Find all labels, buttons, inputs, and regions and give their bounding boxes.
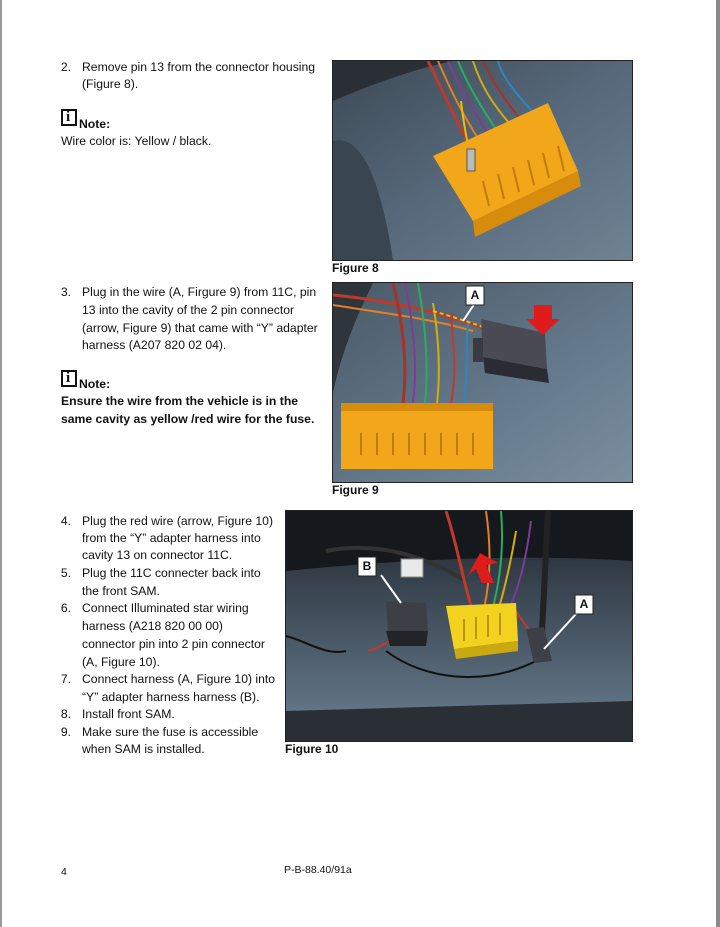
step-9-line-1: Make sure the fuse is accessible xyxy=(82,725,259,739)
step-6-line-1: Connect Illuminated star wiring xyxy=(82,601,249,615)
step-number: 3. xyxy=(60,285,71,299)
figure-9-photo xyxy=(332,282,633,483)
figure-8-photo xyxy=(332,60,633,261)
note-label: Note: xyxy=(79,377,111,391)
step-7-line-2: “Y” adapter harness harness (B). xyxy=(82,690,260,704)
step-9-line-2: when SAM is installed. xyxy=(82,742,205,756)
step-8-line-1: Install front SAM. xyxy=(82,707,175,721)
step-number: 4. xyxy=(60,514,71,528)
step-6-line-2: harness (A218 820 00 00) xyxy=(82,619,223,633)
step-number: 5. xyxy=(60,566,71,580)
note-label: Note: xyxy=(79,117,111,131)
step-3-line-3: (arrow, Figure 9) that came with “Y” adapter xyxy=(82,321,318,335)
callout-a-label: A xyxy=(470,288,480,302)
step-number: 8. xyxy=(60,707,71,721)
step-4-line-2: from the “Y” adapter harness into xyxy=(82,531,261,545)
document-id: P-B-88.40/91a xyxy=(284,864,352,876)
step-number: 6. xyxy=(60,601,71,615)
note-2-line-1: Ensure the wire from the vehicle is in the xyxy=(61,394,299,408)
step-number: 7. xyxy=(60,672,71,686)
figure-8-caption: Figure 8 xyxy=(332,261,379,275)
step-7-line-1: Connect harness (A, Figure 10) into xyxy=(82,672,276,686)
step-3-line-4: harness (A207 820 02 04). xyxy=(82,338,227,352)
info-icon: i xyxy=(61,109,77,126)
step-4-line-3: cavity 13 on connector 11C. xyxy=(82,548,233,562)
step-5-line-2: the front SAM. xyxy=(82,584,160,598)
page-number: 4 xyxy=(61,866,67,878)
page-edge-left xyxy=(0,0,2,927)
step-5-line-1: Plug the 11C connecter back into xyxy=(82,566,261,580)
step-6-line-4: (A, Figure 10). xyxy=(82,655,160,669)
step-2-line-1: Remove pin 13 from the connector housing xyxy=(82,60,316,74)
step-number: 2. xyxy=(60,60,71,74)
figure-9-caption: Figure 9 xyxy=(332,483,379,497)
info-icon: i xyxy=(61,370,77,387)
callout-b-label: B xyxy=(362,559,372,573)
note-1-text: Wire color is: Yellow / black. xyxy=(61,134,212,148)
figure-10-photo xyxy=(285,510,633,742)
step-4-line-1: Plug the red wire (arrow, Figure 10) xyxy=(82,514,274,528)
step-2-line-2: (Figure 8). xyxy=(82,77,139,91)
step-3-line-2: 13 into the cavity of the 2 pin connector xyxy=(82,303,295,317)
callout-a-label: A xyxy=(579,597,589,611)
page-edge-right xyxy=(716,0,720,927)
step-6-line-3: connector pin into 2 pin connector xyxy=(82,637,265,651)
step-3-line-1: Plug in the wire (A, Firgure 9) from 11C, pin xyxy=(82,285,317,299)
figure-10-caption: Figure 10 xyxy=(285,742,339,756)
step-number: 9. xyxy=(60,725,71,739)
note-2-line-2: same cavity as yellow /red wire for the fuse. xyxy=(61,412,315,426)
